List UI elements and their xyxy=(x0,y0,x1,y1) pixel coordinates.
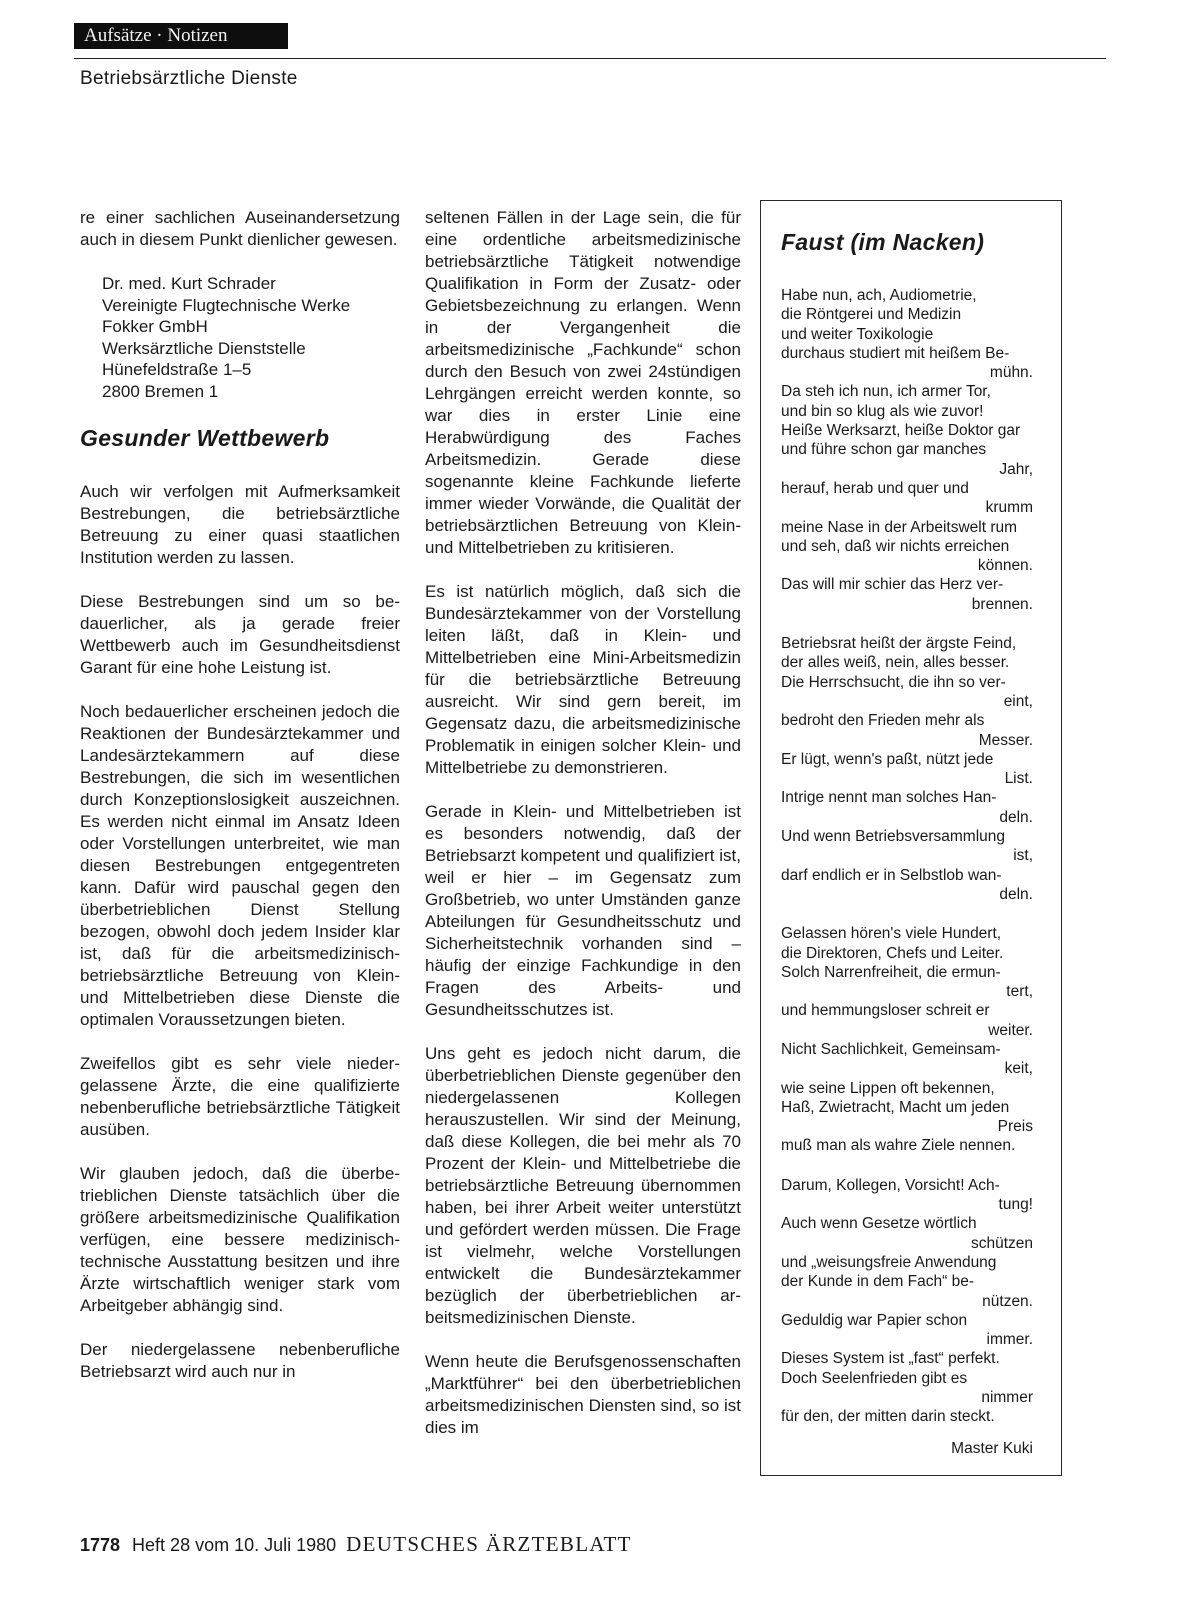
poem-line: mühn. xyxy=(989,364,1033,382)
poem-author: Master Kuki xyxy=(951,1439,1033,1457)
poem-line: keit, xyxy=(1004,1060,1033,1078)
paragraph: Wir glauben jedoch, daß die überbetrieblichen Dienste tatsächlich über die größere arbeitsmedizinische Qualifikation verfügen, eine bessere medizinisch-technische Ausstattung besitzen und ihre Ärzte wirtschaftlich weniger stark vom Arbeitgeber abhängig sind. xyxy=(80,1164,400,1315)
issue-info: Heft 28 vom 10. Juli 1980 xyxy=(132,1535,337,1555)
poem-stanza xyxy=(781,1176,1033,1427)
poem-line: und weiter Toxikologie xyxy=(781,325,934,343)
page-footer xyxy=(80,1532,632,1557)
poem-line: krumm xyxy=(985,499,1033,517)
running-header-title: Betriebsärztliche Dienste xyxy=(80,68,298,89)
paragraph: Auch wir verfolgen mit Aufmerksamkeit Bestrebungen, die betriebsärztliche Betreuung zu einer quasi staatlichen Institution werden zu lassen. xyxy=(80,482,400,567)
poem-line: Heiße Werksarzt, heiße Doktor gar xyxy=(781,422,1021,440)
address-line: 2800 Bremen 1 xyxy=(102,381,219,401)
article-column-1 xyxy=(80,207,400,1405)
poem-line: nützen. xyxy=(982,1292,1033,1310)
poem-line: Nicht Sachlichkeit, Gemeinsam- xyxy=(781,1040,1001,1058)
poem-stanza xyxy=(781,634,1033,904)
poem-line: die Röntgerei und Medizin xyxy=(781,306,962,324)
article-heading: Gesunder Wettbewerb xyxy=(80,425,330,451)
poem-line: und seh, daß wir nichts erreichen xyxy=(781,537,1010,555)
poem-line: Darum, Kollegen, Vorsicht! Ach- xyxy=(781,1176,1000,1194)
poem-line: und führe schon gar manches xyxy=(781,441,987,459)
top-rule xyxy=(74,58,1106,59)
paragraph: Es ist natürlich möglich, daß sich die Bundesärztekammer von der Vorstellung leiten läßt, daß in Klein- und Mittelbetrieben eine Mini-Arbeitsmedizin für die betriebsärztliche Betreuung ausreicht. Wir sind gern bereit, im Gegensatz dazu, die arbeitsmedizinische Problematik in einigen solcher Klein- und Mittelbetriebe zu demonstrieren. xyxy=(425,582,741,777)
poem-line: Messer. xyxy=(978,731,1033,749)
paragraph: Zweifellos gibt es sehr viele niedergelassene Ärzte, die eine qualifizierte nebenberufliche betriebsärztliche Tätigkeit ausüben. xyxy=(80,1054,400,1139)
poem-line: immer. xyxy=(986,1331,1033,1349)
poem-line: weiter. xyxy=(988,1021,1033,1039)
poem-line: tert, xyxy=(1006,983,1033,1001)
poem-line: Das will mir schier das Herz ver- xyxy=(781,576,1004,594)
paragraph: seltenen Fällen in der Lage sein, die für eine ordentliche arbeitsmedizinische betriebsärztliche Tätigkeit notwendige Qualifikation in Form der Zusatz- oder Gebietsbezeichnung zu erlangen. Wenn in der Vergangenheit die arbeitsmedizinische „Fachkunde“ schon durch den Besuch von zwei 24stündigen Lehrgängen erreicht werden konnte, so war dies in erster Linie eine Herabwürdigung des Faches Arbeitsmedizin. Gerade diese sogenannte kleine Fachkunde lieferte immer wieder Vorwände, die Qualität der betriebsärztlichen Betreuung von Klein- und Mittelbetrieben zu kritisieren. xyxy=(425,208,741,557)
poem-line: meine Nase in der Arbeitswelt rum xyxy=(781,518,1018,536)
poem-line: brennen. xyxy=(971,595,1033,613)
poem-line: und bin so klug als wie zuvor! xyxy=(781,402,984,420)
article-column-2 xyxy=(425,207,741,1461)
poem-line: Die Herrschsucht, die ihn so ver- xyxy=(781,673,1006,691)
address-line: Vereinigte Flugtechnische Werke xyxy=(102,295,351,315)
address-line: Fokker GmbH xyxy=(102,317,208,336)
poem-line: und „weisungsfreie Anwendung xyxy=(781,1253,997,1271)
poem-line: Haß, Zwietracht, Macht um jeden xyxy=(781,1098,1010,1116)
poem-line: Doch Seelenfrieden gibt es xyxy=(781,1369,968,1387)
author-address xyxy=(102,273,400,402)
poem-line: wie seine Lippen oft bekennen, xyxy=(781,1079,995,1097)
poem-line: und hemmungsloser schreit er xyxy=(781,1002,990,1020)
poem-line: List. xyxy=(1004,770,1033,788)
poem-line: bedroht den Frieden mehr als xyxy=(781,712,985,730)
poem-line: Gelassen hören's viele Hundert, xyxy=(781,925,1002,943)
poem-line: Er lügt, wenn's paßt, nützt jede xyxy=(781,750,994,768)
poem-line: deln. xyxy=(999,808,1033,826)
poem-line: Auch wenn Gesetze wörtlich xyxy=(781,1215,977,1233)
poem-line: schützen xyxy=(970,1234,1033,1252)
poem-stanza xyxy=(781,286,1033,614)
poem-line: Dieses System ist „fast“ perfekt. xyxy=(781,1350,1000,1368)
poem-stanzas xyxy=(781,286,1033,1427)
address-line: Dr. med. Kurt Schrader xyxy=(102,274,276,293)
poem-line: die Direktoren, Chefs und Leiter. xyxy=(781,944,1004,962)
poem-line: muß man als wahre Ziele nennen. xyxy=(781,1137,1016,1155)
journal-name: DEUTSCHES ÄRZTEBLATT xyxy=(346,1532,632,1556)
poem-line: Betriebsrat heißt der ärgste Feind, xyxy=(781,635,1017,653)
poem-line: durchaus studiert mit heißem Be- xyxy=(781,344,1010,362)
paragraph: re einer sachlichen Auseinandersetzung auch in diesem Punkt dienlicher gewesen. xyxy=(80,208,400,249)
section-tag: Aufsätze · Notizen xyxy=(74,23,288,49)
paragraph: Der niedergelassene nebenberufliche Betriebsarzt wird auch nur in xyxy=(80,1340,400,1381)
page-number: 1778 xyxy=(80,1535,121,1555)
poem-line: Solch Narrenfreiheit, die ermun- xyxy=(781,963,1001,981)
poem-line: darf endlich er in Selbstlob wan- xyxy=(781,866,1002,884)
paragraph: Diese Bestrebungen sind um so bedauerlicher, als ja gerade freier Wettbewerb auch im Gesundheitsdienst Garant für eine hohe Leistung ist. xyxy=(80,592,400,677)
poem-box xyxy=(760,200,1062,1476)
poem-line: können. xyxy=(977,557,1033,575)
poem-line: eint, xyxy=(1003,692,1033,710)
paragraph: Gerade in Klein- und Mittelbetrieben ist es besonders notwendig, daß der Betriebsarzt kompetent und qualifiziert ist, weil er hier – im Gegensatz zum Großbetrieb, wo unter Umständen ganze Abteilungen für Gesundheitsschutz und Sicherheitstechnik vorhanden sind – häufig der einzige Fachkundige in den Fragen des Arbeits- und Gesundheitsschutzes ist. xyxy=(425,802,741,1019)
poem-line: Preis xyxy=(997,1118,1033,1136)
poem-line: tung! xyxy=(998,1196,1033,1214)
poem-line: nimmer xyxy=(981,1389,1033,1407)
poem-line: Jahr, xyxy=(999,460,1033,478)
poem-line: Habe nun, ach, Audiometrie, xyxy=(781,287,977,304)
poem-line: der Kunde in dem Fach“ be- xyxy=(781,1273,974,1291)
poem-line: deln. xyxy=(999,885,1033,903)
poem-line: ist, xyxy=(1013,847,1033,865)
address-line: Hünefeldstraße 1–5 xyxy=(102,360,252,379)
address-line: Werksärztliche Dienststelle xyxy=(102,338,306,358)
paragraph: Noch bedauerlicher erscheinen jedoch die Reaktionen der Bundesärztekammer und Landesärztekammern auf diese Bestrebungen, die sich im wesentlichen durch Konzeptionslosigkeit auszeichnen. Es werden nicht einmal im Ansatz Ideen oder Vorstellungen unterbreitet, wie man diesen Bestrebungen entgegentreten kann. Dafür wird pauschal gegen den überbetrieblichen Dienst Stellung bezogen, obwohl doch jedem Insider klar ist, daß für die arbeitsmedizinisch-betriebsärztliche Betreuung von Klein- und Mittelbetrieben diese Dienste die optimalen Voraussetzungen bieten. xyxy=(80,702,400,1029)
poem-line: der alles weiß, nein, alles besser. xyxy=(781,654,1010,672)
paragraph: Uns geht es jedoch nicht darum, die überbetrieblichen Dienste gegenüber den niedergelassenen Kollegen herauszustellen. Wir sind der Meinung, daß diese Kollegen, die bei mehr als 70 Prozent der Klein- und Mittelbetriebe die betriebsärztliche Betreuung übernommen haben, bei ihrer Arbeit weiter unterstützt und gefördert werden müssen. Die Frage ist vielmehr, welche Vorstellungen entwickelt die Bundesärztekammer bezüglich der überbetrieblichen arbeitsmedizinischen Dienste. xyxy=(425,1044,741,1327)
poem-line: herauf, herab und quer und xyxy=(781,479,969,497)
poem-stanza xyxy=(781,924,1033,1156)
poem-line: Und wenn Betriebsversammlung xyxy=(781,828,1005,846)
poem-line: Intrige nennt man solches Han- xyxy=(781,789,997,807)
poem-line: Da steh ich nun, ich armer Tor, xyxy=(781,383,991,401)
poem-title: Faust (im Nacken) xyxy=(781,229,985,255)
paragraph: Wenn heute die Berufsgenossenschaften „Marktführer“ bei den überbetrieblichen arbeitsmedizinischen Diensten sind, so ist dies im xyxy=(425,1352,741,1437)
poem-line: Geduldig war Papier schon xyxy=(781,1311,968,1329)
poem-line: für den, der mitten darin steckt. xyxy=(781,1408,995,1426)
